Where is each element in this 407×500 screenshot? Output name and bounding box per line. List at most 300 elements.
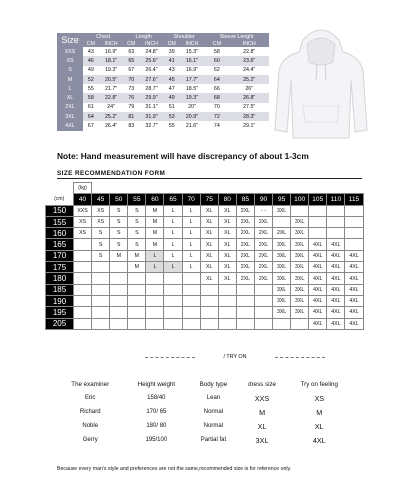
size-recommendation-cell: - - (254, 205, 272, 216)
size-recommendation-cell: XS (74, 216, 92, 227)
size-recommendation-cell (218, 284, 236, 295)
size-recommendation-cell (110, 295, 128, 306)
measurement-cell: 58 (83, 93, 99, 102)
size-cell: M (57, 75, 83, 84)
size-recommendation-cell: 2XL (236, 205, 254, 216)
examiner-cell: XL (314, 421, 324, 431)
examiner-row (57, 433, 352, 447)
height-header: 195 (46, 307, 74, 318)
measurement-cell: 83 (123, 121, 139, 130)
size-recommendation-cell: L (146, 250, 164, 261)
measurement-cell: 55 (164, 121, 180, 130)
measurement-cell: 21.6" (180, 121, 205, 130)
size-recommendation-cell: 4XL (309, 284, 327, 295)
cm-label: (cm) (54, 196, 65, 203)
hoodie-image (273, 22, 369, 144)
size-recommendation-cell (74, 273, 92, 284)
size-recommendation-cell (92, 273, 110, 284)
unit-header: INCH (229, 40, 269, 47)
examiner-cell: Gerry (82, 437, 98, 443)
size-recommendation-cell (254, 318, 272, 329)
size-recommendation-cell (128, 318, 146, 329)
examiner-cell: Richard (79, 409, 101, 415)
measurement-cell: 19.3" (99, 66, 124, 75)
size-recommendation-cell: L (146, 262, 164, 273)
size-recommendation-cell: 3XL (273, 239, 291, 250)
size-recommendation-cell: 3XL (291, 216, 309, 227)
size-recommendation-cell (200, 284, 218, 295)
measurement-cell: 79 (123, 103, 139, 112)
size-recommendation-cell: 4XL (309, 250, 327, 261)
height-header: 170 (46, 250, 74, 261)
size-recommendation-cell: 4XL (345, 318, 363, 329)
measurement-cell: 64 (204, 75, 229, 84)
size-recommendation-cell: 3XL (273, 273, 291, 284)
size-recommendation-cell: 3XL (291, 250, 309, 261)
height-row (46, 205, 364, 216)
size-recommendation-cell: 3XL (273, 250, 291, 261)
weight-header: 80 (218, 194, 236, 205)
size-recommendation-cell (74, 262, 92, 273)
size-recommendation-cell (254, 307, 272, 318)
size-recommendation-cell (92, 284, 110, 295)
height-row (46, 250, 364, 261)
measurement-row (57, 93, 269, 102)
size-recommendation-cell: XL (218, 228, 236, 239)
size-recommendation-cell: 3XL (273, 295, 291, 306)
size-recommendation-cell (273, 318, 291, 329)
measurement-cell: 64 (83, 112, 99, 121)
size-recommendation-cell (110, 273, 128, 284)
measurement-cell: 53 (164, 112, 180, 121)
size-cell: XXS (57, 47, 83, 56)
size-recommendation-cell: 2XL (254, 262, 272, 273)
size-recommendation-cell: 2XL (254, 250, 272, 261)
measurement-cell: 72 (204, 112, 229, 121)
measurement-cell: 76 (123, 93, 139, 102)
examiner-row (57, 405, 352, 419)
size-recommendation-cell (182, 295, 200, 306)
weight-header: 90 (254, 194, 272, 205)
measurement-cell: 47 (164, 84, 180, 93)
size-recommendation-cell: 4XL (327, 273, 345, 284)
size-recommendation-cell (92, 307, 110, 318)
size-recommendation-cell (146, 318, 164, 329)
measurement-cell: 22.8" (229, 47, 269, 56)
height-header: 155 (46, 216, 74, 227)
size-recommendation-cell: S (92, 239, 110, 250)
examiner-cell: 158/40 (147, 395, 166, 401)
measurement-row (57, 75, 269, 84)
size-recommendation-cell: M (146, 216, 164, 227)
size-cell: 4XL (57, 121, 83, 130)
measurement-cell: 29.1" (229, 121, 269, 130)
size-recommendation-cell: 4XL (345, 273, 363, 284)
unit-header: CM (83, 40, 99, 47)
size-recommendation-cell: 3XL (273, 284, 291, 295)
size-recommendation-cell: 4XL (327, 318, 345, 329)
size-recommendation-cell: 2XL (236, 262, 254, 273)
weight-header: 65 (164, 194, 182, 205)
weight-header: 105 (309, 194, 327, 205)
dashed-line-left (145, 357, 195, 358)
unit-header: INCH (99, 40, 124, 47)
size-recommendation-cell: 4XL (309, 318, 327, 329)
weight-header-row (46, 194, 364, 205)
size-recommendation-cell: 4XL (345, 262, 363, 273)
size-recommendation-cell: M (146, 228, 164, 239)
examiner-cell: Partial fat (200, 437, 227, 443)
size-recommendation-cell: L (182, 205, 200, 216)
size-recommendation-cell (92, 295, 110, 306)
height-header: 160 (46, 228, 74, 239)
measurement-cell: 25.2" (229, 75, 269, 84)
size-recommendation-cell (200, 295, 218, 306)
examiner-cell: Normal (203, 409, 224, 415)
size-recommendation-cell (327, 228, 345, 239)
weight-header: 70 (182, 194, 200, 205)
examiner-cell: XXS (254, 393, 270, 403)
size-recommendation-cell: L (164, 239, 182, 250)
size-recommendation-cell: 3XL (291, 295, 309, 306)
measurement-cell: 24" (99, 103, 124, 112)
size-recommendation-cell (146, 295, 164, 306)
measurement-row (57, 103, 269, 112)
weight-header: 60 (146, 194, 164, 205)
size-recommendation-cell (236, 318, 254, 329)
size-recommendation-cell: XL (200, 239, 218, 250)
size-recommendation-cell (273, 216, 291, 227)
size-recommendation-cell: 3XL (291, 262, 309, 273)
measurement-cell: 18.1" (99, 56, 124, 65)
examiner-cell: Noble (82, 423, 99, 429)
measurement-cell: 61 (83, 103, 99, 112)
size-cell: XL (57, 93, 83, 102)
measurement-row (57, 112, 269, 121)
size-header: Size (57, 33, 83, 47)
height-header: 180 (46, 273, 74, 284)
size-recommendation-cell: 4XL (327, 250, 345, 261)
measurement-cell: 24.8" (139, 47, 164, 56)
size-recommendation-cell (110, 318, 128, 329)
measurement-cell: 62 (204, 66, 229, 75)
size-recommendation-cell: 4XL (309, 239, 327, 250)
size-recommendation-cell: 4XL (345, 250, 363, 261)
size-recommendation-cell: 3XL (291, 239, 309, 250)
size-recommendation-cell: L (164, 216, 182, 227)
size-recommendation-cell: 4XL (309, 262, 327, 273)
height-row (46, 228, 364, 239)
unit-header: CM (123, 40, 139, 47)
size-recommendation-cell: 3XL (291, 284, 309, 295)
size-recommendation-cell (74, 295, 92, 306)
size-cell: S (57, 66, 83, 75)
measurement-cell: 68 (204, 93, 229, 102)
measurement-group-header (57, 33, 269, 40)
measurement-cell: 29.9" (139, 93, 164, 102)
measurement-cell: 27.6" (139, 75, 164, 84)
measurement-cell: 26.4" (139, 66, 164, 75)
measurement-cell: 51 (164, 103, 180, 112)
measurement-cell: 16.1" (180, 56, 205, 65)
size-recommendation-cell (200, 307, 218, 318)
size-recommendation-cell: 2XL (236, 250, 254, 261)
size-recommendation-cell (128, 273, 146, 284)
weight-header: 45 (92, 194, 110, 205)
weight-header: 40 (74, 194, 92, 205)
height-header: 190 (46, 295, 74, 306)
size-recommendation-cell: S (110, 228, 128, 239)
weight-header: 85 (236, 194, 254, 205)
size-recommendation-cell: S (92, 250, 110, 261)
size-recommendation-cell: 2XL (236, 273, 254, 284)
examiner-table (57, 378, 352, 447)
size-recommendation-cell: XS (74, 228, 92, 239)
size-recommendation-cell: 3XL (291, 228, 309, 239)
height-header: 175 (46, 262, 74, 273)
measurement-cell: 39 (164, 47, 180, 56)
size-recommendation-cell: XS (92, 205, 110, 216)
examiner-cell: XS (314, 393, 325, 403)
size-recommendation-cell: XS (92, 216, 110, 227)
size-recommendation-cell (110, 262, 128, 273)
size-recommendation-cell: 3XL (273, 262, 291, 273)
size-recommendation-cell: 4XL (345, 284, 363, 295)
size-recommendation-cell (327, 216, 345, 227)
size-recommendation-cell (236, 284, 254, 295)
title-divider (57, 178, 362, 179)
size-recommendation-cell: M (128, 262, 146, 273)
size-cell: 3XL (57, 112, 83, 121)
size-recommendation-cell: XL (218, 273, 236, 284)
measurement-table (57, 33, 269, 131)
size-recommendation-cell (164, 273, 182, 284)
weight-header: 55 (128, 194, 146, 205)
height-header: 150 (46, 205, 74, 216)
weight-header: 50 (110, 194, 128, 205)
size-recommendation-cell (164, 295, 182, 306)
size-recommendation-cell: 4XL (327, 284, 345, 295)
height-row (46, 284, 364, 295)
size-recommendation-cell: S (128, 216, 146, 227)
measurement-cell: 58 (204, 47, 229, 56)
examiner-header: dress size (248, 381, 276, 388)
dashed-line-right (275, 357, 325, 358)
size-recommendation-cell (345, 228, 363, 239)
height-header: 185 (46, 284, 74, 295)
size-recommendation-cell: L (182, 228, 200, 239)
size-recommendation-cell: S (110, 216, 128, 227)
size-recommendation-cell (345, 216, 363, 227)
measurement-note: Note: Hand measurement will have discrepancy of about 1-3cm (57, 151, 309, 161)
measurement-cell: 20.5" (99, 75, 124, 84)
group-header-length: Length (123, 33, 163, 40)
measurement-cell: 41 (164, 56, 180, 65)
measurement-cell: 70 (204, 103, 229, 112)
group-header-sleeve: Sleeve Lenght (204, 33, 269, 40)
measurement-cell: 21.7" (99, 84, 124, 93)
size-recommendation-cell: 3XL (273, 307, 291, 318)
measurement-cell: 49 (164, 93, 180, 102)
size-recommendation-cell: XL (218, 239, 236, 250)
weight-header: 115 (345, 194, 363, 205)
size-recommendation-cell: XL (218, 205, 236, 216)
measurement-cell: 73 (123, 84, 139, 93)
examiner-row (57, 391, 352, 405)
examiner-cell: Eric (85, 395, 96, 401)
size-recommendation-cell (200, 318, 218, 329)
size-recommendation-cell: 4XL (327, 307, 345, 318)
size-recommendation-cell (182, 307, 200, 318)
examiner-cell: 170/ 65 (146, 409, 167, 415)
measurement-row (57, 66, 269, 75)
size-recommendation-cell: L (182, 216, 200, 227)
size-recommendation-cell: S (92, 228, 110, 239)
measurement-row (57, 47, 269, 56)
examiner-header: Body type (199, 381, 228, 388)
measurement-cell: 67 (123, 66, 139, 75)
examiner-header: Try on feeling (300, 381, 338, 388)
measurement-cell: 70 (123, 75, 139, 84)
size-recommendation-cell: XL (200, 216, 218, 227)
measurement-cell: 81 (123, 112, 139, 121)
size-recommendation-cell (146, 307, 164, 318)
measurement-cell: 55 (83, 84, 99, 93)
size-recommendation-cell (164, 284, 182, 295)
height-row (46, 262, 364, 273)
size-recommendation-cell (309, 216, 327, 227)
size-recommendation-cell: S (128, 228, 146, 239)
size-recommendation-cell: 4XL (309, 307, 327, 318)
height-row (46, 295, 364, 306)
measurement-cell: 20.9" (180, 112, 205, 121)
weight-header: 95 (273, 194, 291, 205)
size-recommendation-cell: 2XL (236, 239, 254, 250)
size-recommendation-cell (254, 284, 272, 295)
size-recommendation-cell: M (146, 205, 164, 216)
height-row (46, 239, 364, 250)
measurement-unit-header (57, 40, 269, 47)
size-recommendation-cell (218, 295, 236, 306)
size-recommendation-cell (254, 295, 272, 306)
size-recommendation-cell: XL (218, 216, 236, 227)
measurement-cell: 20" (180, 103, 205, 112)
height-row (46, 307, 364, 318)
measurement-cell: 66 (204, 84, 229, 93)
size-recommendation-cell (182, 273, 200, 284)
examiner-cell: 180/ 80 (146, 423, 167, 429)
examiner-cell: 3XL (255, 435, 269, 445)
size-recommendation-cell (74, 250, 92, 261)
measurement-row (57, 56, 269, 65)
size-recommendation-cell (128, 295, 146, 306)
measurement-cell: 43 (164, 66, 180, 75)
disclaimer-footer: Because every man's style and preferences are not the same,recommended size is for reference only. (57, 466, 292, 472)
measurement-row (57, 84, 269, 93)
kg-label: (kg) (74, 183, 92, 194)
size-recommendation-cell: M (146, 239, 164, 250)
size-recommendation-cell (345, 205, 363, 216)
size-recommendation-cell: L (182, 250, 200, 261)
measurement-cell: 27.5" (229, 103, 269, 112)
measurement-cell: 31.1" (139, 103, 164, 112)
size-recommendation-cell: 2XL (254, 216, 272, 227)
size-cell: XS (57, 56, 83, 65)
measurement-cell: 45 (164, 75, 180, 84)
measurement-cell: 32.7" (139, 121, 164, 130)
kg-label-row (46, 183, 364, 194)
group-header-chest: Chest (83, 33, 123, 40)
measurement-cell: 26.8" (229, 93, 269, 102)
size-recommendation-cell (236, 295, 254, 306)
measurement-cell: 16.9" (180, 66, 205, 75)
size-recommendation-cell (309, 205, 327, 216)
size-recommendation-cell (128, 284, 146, 295)
size-recommendation-cell: S (110, 205, 128, 216)
measurement-cell: 15.3" (180, 47, 205, 56)
size-recommendation-cell: XL (200, 250, 218, 261)
size-recommendation-cell (218, 307, 236, 318)
size-recommendation-cell: XL (200, 205, 218, 216)
size-recommendation-cell (110, 284, 128, 295)
size-recommendation-cell (345, 239, 363, 250)
size-recommendation-cell: 4XL (309, 273, 327, 284)
size-cell: 2XL (57, 103, 83, 112)
unit-header: CM (204, 40, 229, 47)
size-recommendation-cell: XL (218, 250, 236, 261)
measurement-cell: 17.7" (180, 75, 205, 84)
measurement-cell: 28.3" (229, 112, 269, 121)
size-recommendation-cell: XL (200, 273, 218, 284)
size-recommendation-cell: 3XL (291, 307, 309, 318)
size-recommendation-cell (291, 318, 309, 329)
size-recommendation-cell (218, 318, 236, 329)
size-recommendation-cell: S (128, 205, 146, 216)
size-recommendation-cell: M (110, 250, 128, 261)
examiner-cell: 195/100 (145, 437, 168, 443)
size-recommendation-cell (327, 205, 345, 216)
unit-header: INCH (180, 40, 205, 47)
size-recommendation-cell: 2XL (254, 228, 272, 239)
size-recommendation-cell (92, 318, 110, 329)
height-header: 165 (46, 239, 74, 250)
size-recommendation-cell (182, 318, 200, 329)
try-on-legend (145, 354, 325, 360)
size-recommendation-cell: XXS (74, 205, 92, 216)
measurement-cell: 26" (229, 84, 269, 93)
size-cell: L (57, 84, 83, 93)
measurement-cell: 28.7" (139, 84, 164, 93)
size-recommendation-cell: 4XL (345, 295, 363, 306)
height-header: 205 (46, 318, 74, 329)
examiner-cell: XL (257, 421, 267, 431)
measurement-cell: 26.4" (99, 121, 124, 130)
size-recommendation-cell: XL (200, 262, 218, 273)
examiner-header-row (57, 378, 352, 391)
measurement-cell: 24.4" (229, 66, 269, 75)
measurement-cell: 43 (83, 47, 99, 56)
unit-header: INCH (139, 40, 164, 47)
measurement-cell: 23.6" (229, 56, 269, 65)
size-recommendation-cell: 2XL (236, 228, 254, 239)
group-header-shoulder: Shoulder (164, 33, 204, 40)
measurement-cell: 74 (204, 121, 229, 130)
measurement-cell: 46 (83, 56, 99, 65)
size-recommendation-cell: 4XL (327, 262, 345, 273)
examiner-cell: 4XL (312, 435, 326, 445)
size-recommendation-cell: 2XL (236, 216, 254, 227)
size-recommendation-cell: XL (200, 228, 218, 239)
